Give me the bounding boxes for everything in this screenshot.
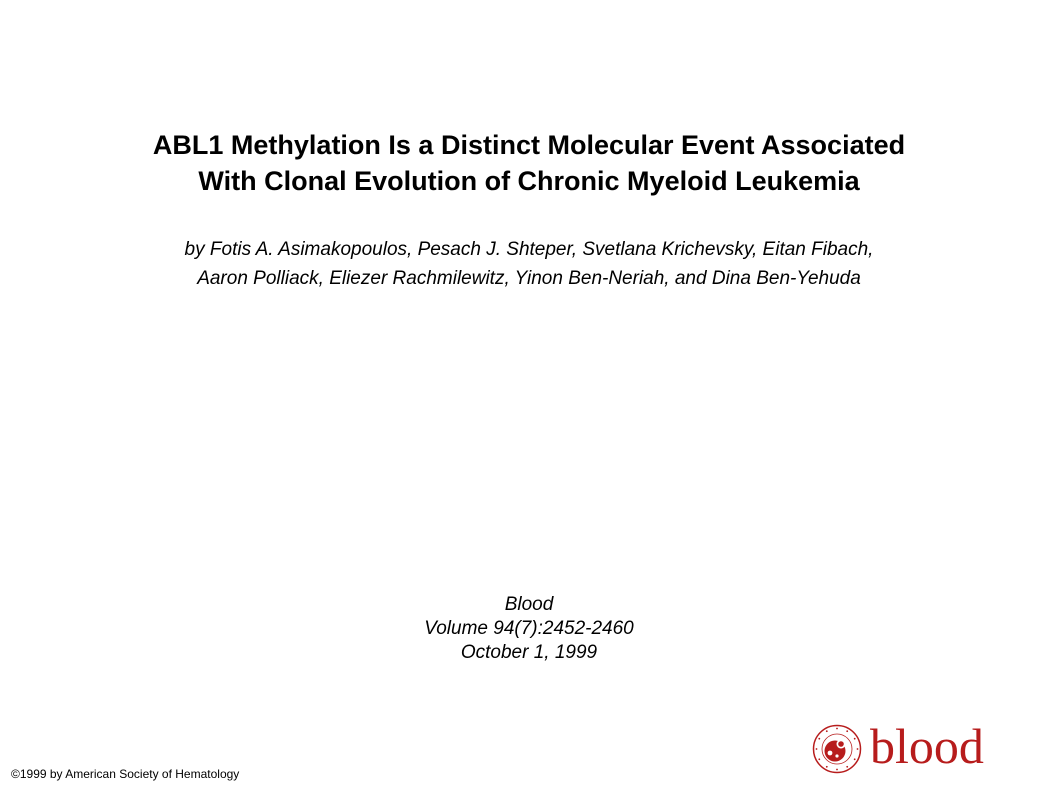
author-list: [0, 235, 1058, 293]
blood-wordmark: blood: [870, 718, 984, 774]
authors-line-1: by Fotis A. Asimakopoulos, Pesach J. Shteper, Svetlana Krichevsky, Eitan Fibach,: [184, 239, 874, 260]
copyright-notice: ©1999 by American Society of Hematology: [11, 767, 240, 781]
ash-seal-icon: [812, 724, 862, 774]
volume-pages: Volume 94(7):2452-2460: [424, 618, 634, 639]
journal-name: Blood: [504, 594, 554, 615]
title-line-2: With Clonal Evolution of Chronic Myeloid Leukemia: [198, 166, 860, 196]
publication-date: October 1, 1999: [460, 642, 598, 663]
title-line-1: ABL1 Methylation Is a Distinct Molecular Event Associated: [152, 130, 906, 160]
authors-line-2: Aaron Polliack, Eliezer Rachmilewitz, Yinon Ben-Neriah, and Dina Ben-Yehuda: [197, 268, 861, 289]
citation-block: [0, 593, 1058, 665]
blood-journal-logo: [812, 720, 1002, 776]
article-title: [0, 127, 1058, 199]
